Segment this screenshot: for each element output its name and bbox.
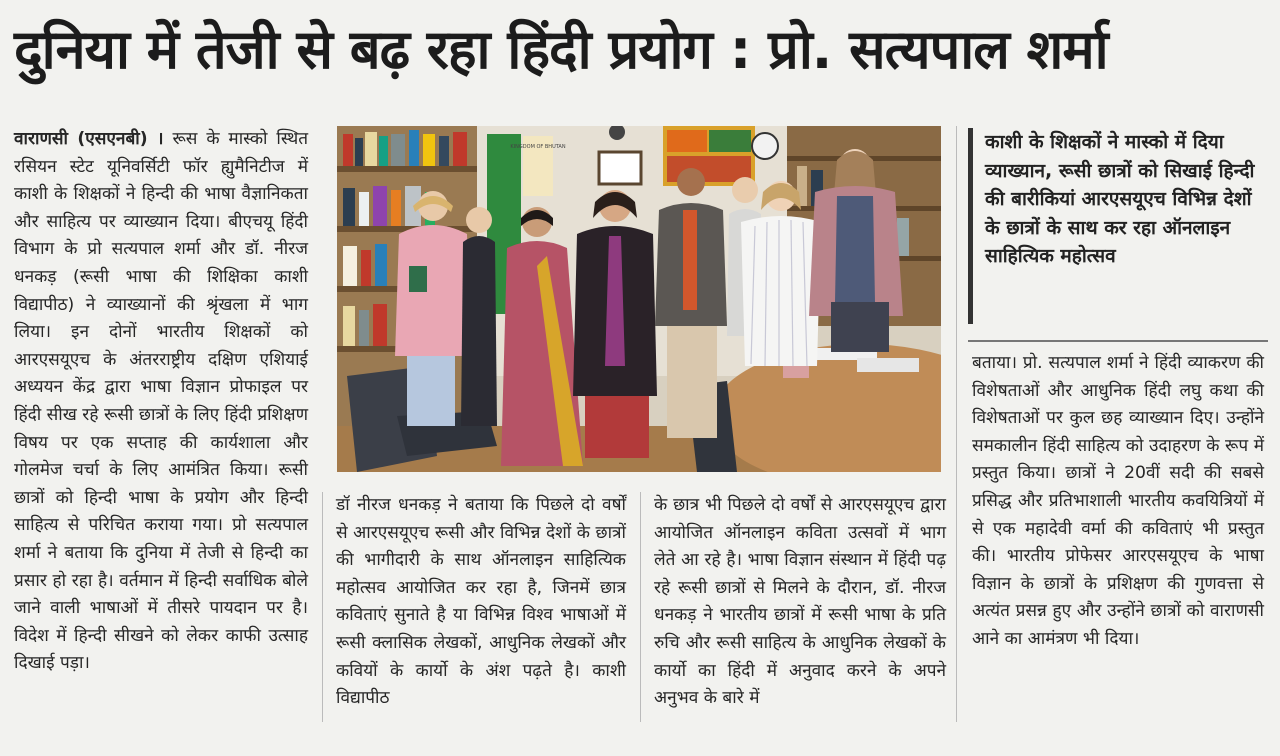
article-column-1 xyxy=(14,126,308,678)
poster-text: KINGDOM OF BHUTAN xyxy=(510,144,566,150)
column-divider xyxy=(956,126,957,722)
article-column-3 xyxy=(654,492,946,713)
article-text-4: बताया। प्रो. सत्यपाल शर्मा ने हिंदी व्याकरण की विशेषताओं और आधुनिक हिंदी लघु कथा की विशेषताओं पर कुल छह व्याख्यान दिए। उन्होंने समकालीन हिंदी साहित्य को उदाहरण के रूप में प्रस्तुत किया। छात्रों ने 20वीं सदी की सबसे प्रसिद्ध और प्रतिभाशाली भारतीय कवयित्रियों में से एक महादेवी वर्मा की कविताएं भी प्रस्तुत की। भारतीय प्रोफेसर आरएसयूएच के भाषा विज्ञान के छात्रों के प्रशिक्षण की गुणवत्ता से अत्यंत प्रसन्न हुए और उन्होंने छात्रों को वाराणसी आने का आमंत्रण भी दिया। xyxy=(972,353,1264,649)
news-photo xyxy=(337,126,941,472)
dateline: वाराणसी (एसएनबी) । xyxy=(14,129,164,149)
group-photo-image xyxy=(337,126,941,472)
article-text-2: डॉ नीरज धनकड़ ने बताया कि पिछले दो वर्षों से आरएसयूएच रूसी और विभिन्न देशों के छात्रों की भागीदारी के साथ ऑनलाइन साहित्यिक महोत्सव आयोजित कर रहा है, जिनमें छात्र कविताएं सुनाते है या विभिन्न विश्व भाषाओं में रूसी क्लासिक लेखकों, आधुनिक लेखकों और कवियों के कार्यो के अंश पढ़ते है। काशी विद्यापीठ xyxy=(336,495,626,709)
page-footer-strip xyxy=(0,742,1280,756)
article-text-1: रूस के मास्को स्थित रसियन स्टेट यूनिवर्सिटी फॉर ह्युमैनिटीज में काशी के शिक्षकों ने हिन्दी की भाषा वैज्ञानिकता और साहित्य पर व्याख्यान दिया। बीएचयू हिंदी विभाग के प्रो सत्यपाल शर्मा और डॉ. नीरज धनकड़ (रूसी भाषा की शिक्षिका काशी विद्यापीठ) ने व्याख्यानों की श्रृंखला में भाग लिया। इन दोनों भारतीय शिक्षकों को आरएसयूएच के अंतरराष्ट्रीय दक्षिण एशियाई अध्ययन केंद्र द्वारा भाषा विज्ञान प्रोफाइल पर हिंदी सीख रहे रूसी छात्रों के लिए हिंदी प्रशिक्षण विषय पर एक सप्ताह की कार्यशाला और गोलमेज चर्चा के लिए आमंत्रित किया। रूसी छात्रों को हिन्दी भाषा के प्रयोग और हिन्दी साहित्य से परिचित कराया गया। प्रो सत्यपाल शर्मा ने बताया कि दुनिया में तेजी से हिन्दी का प्रसार हो रहा है। वर्तमान में हिन्दी सर्वाधिक बोले जाने वाली भाषाओं में तीसरे पायदान पर है। विदेश में हिन्दी सीखने को लेकर काफी उत्साह दिखाई पड़ा। xyxy=(14,129,308,674)
headline: दुनिया में तेजी से बढ़ रहा हिंदी प्रयोग : प्रो. सत्यपाल शर्मा xyxy=(14,18,1108,81)
article-column-4 xyxy=(972,350,1264,654)
highlight-box: काशी के शिक्षकों ने मास्को में दिया व्याख्यान, रूसी छात्रों को सिखाई हिन्दी की बारीकियां आरएसयूएच विभिन्न देशों के छात्रों के साथ कर रहा ऑनलाइन साहित्यिक महोत्सव xyxy=(968,128,1268,324)
highlight-divider xyxy=(968,340,1268,342)
article-text-3: के छात्र भी पिछले दो वर्षों से आरएसयूएच द्वारा आयोजित ऑनलाइन कविता उत्सवों में भाग लेते आ रहे है। भाषा विज्ञान संस्थान में हिंदी पढ़ रहे रूसी छात्रों से मिलने के दौरान, डॉ. नीरज धनकड़ ने भारतीय छात्रों में रूसी भाषा के प्रति रुचि और रूसी साहित्य के आधुनिक लेखकों के कार्यो का हिंदी में अनुवाद करने के अपने अनुभव के बारे में xyxy=(654,495,946,709)
column-divider xyxy=(640,492,641,722)
article-column-2 xyxy=(336,492,626,713)
column-divider xyxy=(322,492,323,722)
